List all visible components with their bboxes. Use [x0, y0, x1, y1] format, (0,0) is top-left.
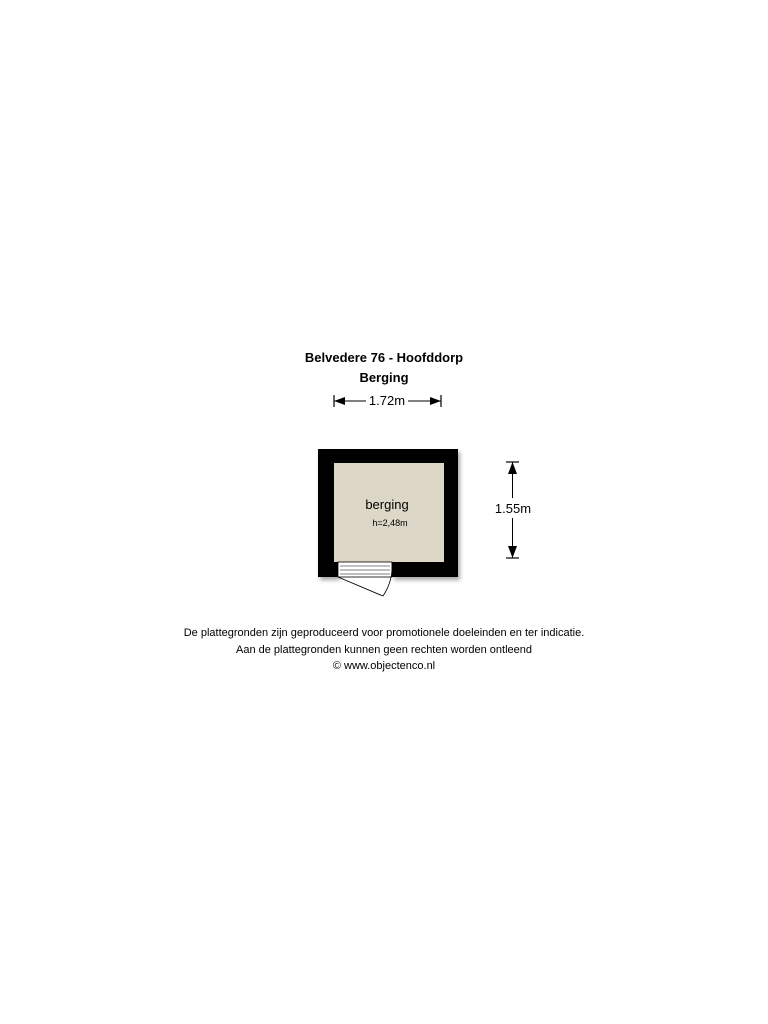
depth-dimension-label: 1.55m: [494, 501, 532, 516]
door-leaf: [338, 577, 383, 596]
width-dimension: [334, 393, 441, 408]
room-floor: [334, 463, 444, 562]
arrow-left-icon: [334, 397, 345, 405]
plan-subtitle: Berging: [359, 370, 409, 385]
disclaimer-line-2: Aan de plattegronden kunnen geen rechten worden ontleend: [235, 644, 532, 656]
copyright-line: © www.objectenco.nl: [332, 660, 436, 672]
depth-dimension: [495, 462, 531, 558]
room-name: berging: [365, 497, 409, 512]
arrow-up-icon: [508, 462, 517, 474]
width-dimension-label: 1.72m: [368, 393, 406, 408]
room-height: h=2,48m: [372, 518, 408, 528]
disclaimer-line-1: De plattegronden zijn geproduceerd voor promotionele doeleinden en ter indicatie.: [183, 627, 585, 639]
arrow-down-icon: [508, 546, 517, 558]
door: [338, 562, 392, 596]
plan-title: Belvedere 76 - Hoofddorp: [304, 350, 464, 365]
arrow-right-icon: [430, 397, 441, 405]
